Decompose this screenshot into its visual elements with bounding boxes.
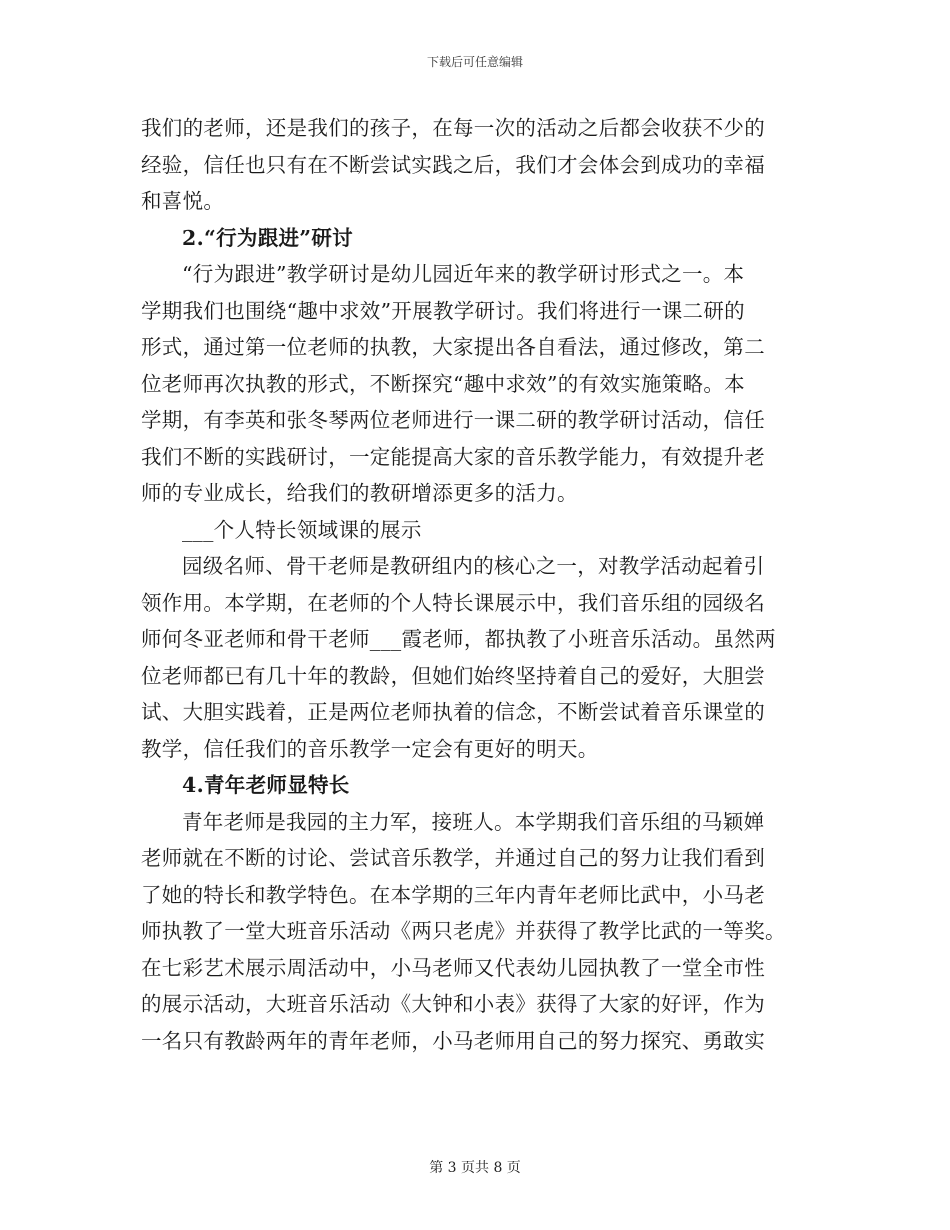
body-line: 位老师都已有几十年的教龄，但她们始终坚持着自己的爱好，大胆尝 bbox=[141, 663, 765, 688]
body-line: 学期，有李英和张冬琴两位老师进行一课二研的教学研讨活动，信任 bbox=[141, 408, 765, 432]
body-line: 学期我们也围绕“趣中求效”开展教学研讨。我们将进行一课二研的 bbox=[141, 298, 745, 323]
body-line: 师的专业成长，给我们的教研增添更多的活力。 bbox=[141, 481, 578, 505]
body-line: 师何冬亚老师和骨干老师___霞老师，都执教了小班音乐活动。虽然两 bbox=[141, 627, 776, 651]
body-line: 试、大胆实践着，正是两位老师执着的信念，不断尝试着音乐课堂的 bbox=[141, 700, 765, 724]
section-heading: 4.青年老师显特长 bbox=[182, 773, 350, 797]
body-line: “行为跟进”教学研讨是幼儿园近年来的教学研讨形式之一。本 bbox=[182, 262, 745, 286]
body-line: 经验，信任也只有在不断尝试实践之后，我们才会体会到成功的幸福 bbox=[141, 152, 765, 177]
body-line: 我们不断的实践研讨，一定能提高大家的音乐教学能力，有效提升老 bbox=[141, 444, 765, 469]
subsection-title: ___个人特长领域课的展示 bbox=[182, 517, 422, 542]
body-line: 的展示活动，大班音乐活动《大钟和小表》获得了大家的好评，作为 bbox=[141, 992, 765, 1016]
body-line: 师执教了一堂大班音乐活动《两只老虎》并获得了教学比武的一等奖。 bbox=[141, 919, 786, 943]
body-line: 青年老师是我园的主力军，接班人。本学期我们音乐组的马颖婵 bbox=[182, 809, 765, 834]
body-line: 教学，信任我们的音乐教学一定会有更好的明天。 bbox=[141, 736, 599, 761]
page-header: 下载后可任意编辑 bbox=[426, 55, 523, 69]
body-line: 我们的老师，还是我们的孩子，在每一次的活动之后都会收获不少的 bbox=[141, 116, 765, 140]
body-line: 领作用。本学期，在老师的个人特长课展示中，我们音乐组的园级名 bbox=[141, 590, 765, 615]
body-line: 了她的特长和教学特色。在本学期的三年内青年老师比武中，小马老 bbox=[141, 882, 765, 907]
document-body bbox=[141, 110, 806, 1059]
page-footer: 第 3 页共 8 页 bbox=[429, 1160, 521, 1176]
section-heading: 2.“行为跟进”研讨 bbox=[182, 225, 353, 250]
body-line: 老师就在不断的讨论、尝试音乐教学，并通过自己的努力让我们看到 bbox=[141, 846, 765, 870]
body-line: 和喜悦。 bbox=[141, 189, 225, 213]
body-line: 形式，通过第一位老师的执教，大家提出各自看法，通过修改，第二 bbox=[141, 335, 765, 359]
body-line: 在七彩艺术展示周活动中，小马老师又代表幼儿园执教了一堂全市性 bbox=[141, 955, 765, 980]
body-line: 位老师再次执教的形式，不断探究“趣中求效”的有效实施策略。本 bbox=[141, 371, 745, 396]
body-line: 一名只有教龄两年的青年老师，小马老师用自己的努力探究、勇敢实 bbox=[141, 1028, 765, 1053]
body-line: 园级名师、骨干老师是教研组内的核心之一，对教学活动起着引 bbox=[182, 554, 765, 578]
